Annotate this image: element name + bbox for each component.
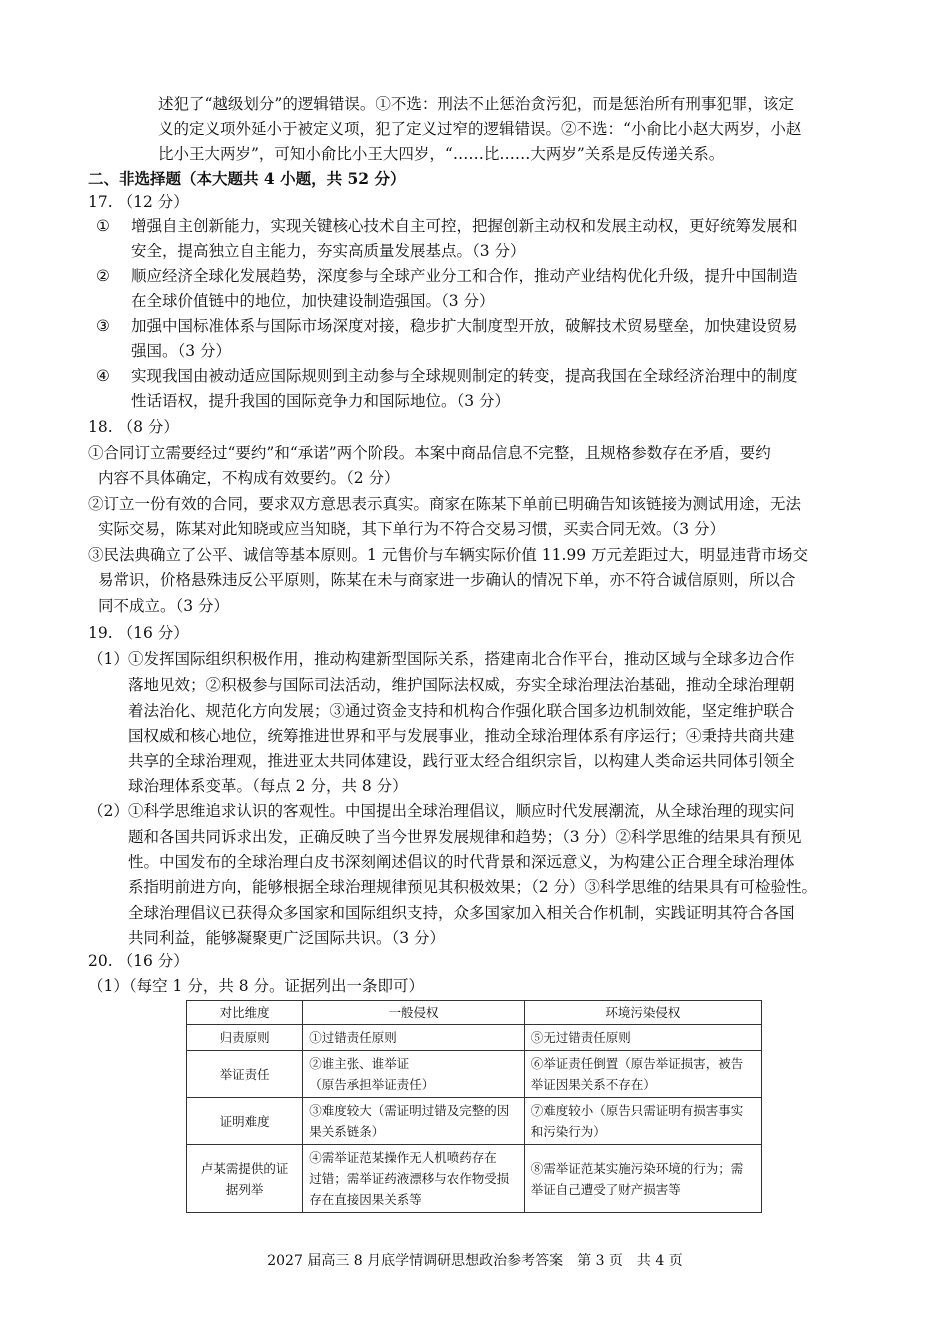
table-header-row: [187, 1001, 762, 1025]
table-row: [187, 1098, 762, 1145]
column-header: 对比维度: [187, 1001, 303, 1025]
table-row: [187, 1025, 762, 1051]
q19-part-1-line-3: 着法治化、规范化方向发展；③通过资金支持和机构合作强化联合国多边机制效能，坚定维护联合: [128, 702, 795, 720]
table-cell-dimension: [187, 1098, 303, 1145]
q17-item-3-marker: ③: [96, 317, 110, 335]
q18-point-3-line-2: 易常识，价格悬殊违反公平原则，陈某在未与商家进一步确认的情况下单，亦不符合诚信原则，所以合: [98, 571, 796, 589]
cell-text: 举证自己遭受了财产损害等: [530, 1181, 681, 1197]
cell-text: 卢某需提供的证: [200, 1160, 289, 1176]
q19-heading: 19. （16 分）: [88, 624, 189, 642]
section-heading: 二、非选择题（本大题共 4 小题，共 52 分）: [88, 169, 406, 188]
cell-text: 存在直接因果关系等: [309, 1192, 422, 1207]
q17-item-1-line-1: 增强自主创新能力，实现关键核心技术自主可控，把握创新主动权和发展主动权，更好统筹发展和: [131, 217, 798, 235]
q19-part-1-line-6: 球治理体系变革。（每点 2 分，共 8 分）: [128, 777, 408, 795]
cell-text: 果关系链条）: [309, 1124, 385, 1139]
q20-subheading: （1）（每空 1 分，共 8 分。证据列出一条即可）: [88, 977, 425, 995]
q19-part-2-line-1: ①科学思维追求认识的客观性。中国提出全球治理倡议，顺应时代发展潮流，从全球治理的现实问: [128, 802, 795, 820]
table-row: [187, 1145, 762, 1213]
cell-text: 过错；需举证药液漂移与农作物受损: [309, 1171, 510, 1186]
table-row: [187, 1051, 762, 1098]
table-cell-environmental: [524, 1145, 761, 1213]
cell-text: ③难度较大（需证明过错及完整的因: [309, 1103, 510, 1118]
cell-text: ④需举证范某操作无人机喷药存在: [309, 1150, 497, 1165]
q18-point-1-line-2: 内容不具体确定，不构成有效要约。（2 分）: [98, 469, 400, 487]
q18-point-3-line-1: ③民法典确立了公平、诚信等基本原则。1 元售价与车辆实际价值 11.99 万元差距过大，明显违背市场交: [88, 546, 809, 564]
cell-text: 举证因果关系不存在）: [530, 1077, 656, 1092]
continuation-line-2: 义的定义项外延小于被定义项，犯了定义过窄的逻辑错误。②不选：“小俞比小赵大两岁，小赵: [158, 120, 802, 138]
q17-item-2-line-1: 顺应经济全球化发展趋势，深度参与全球产业分工和合作，推动产业结构优化升级，提升中国制造: [131, 267, 798, 285]
page-footer: 2027 届高三 8 月底学情调研思想政治参考答案 第 3 页 共 4 页: [267, 1253, 683, 1269]
cell-text: 举证责任: [219, 1066, 270, 1082]
q18-point-3-line-3: 同不成立。（3 分）: [98, 597, 230, 615]
q19-part-2-line-2: 题和各国共同诉求出发，正确反映了当今世界发展规律和趋势；（3 分）②科学思维的结果具有预见: [128, 828, 802, 846]
table-cell-general: [303, 1025, 525, 1051]
cell-text: ⑦难度较小（原告只需证明有损害事实: [530, 1103, 744, 1118]
q17-item-4-line-2: 性话语权，提升我国的国际竞争力和国际地位。（3 分）: [131, 392, 511, 410]
cell-text: ⑧需举证范某实施污染环境的行为；需: [530, 1160, 744, 1176]
cell-text: 证明难度: [219, 1113, 270, 1129]
q18-point-2-line-2: 实际交易，陈某对此知晓或应当知晓，其下单行为不符合交易习惯，买卖合同无效。（3 分）: [98, 520, 726, 538]
q19-part-1-line-5: 共享的全球治理观，推进亚太共同体建设，践行亚太经合组织宗旨，以构建人类命运共同体引领全: [128, 752, 795, 770]
q18-point-2-line-1: ②订立一份有效的合同，要求双方意思表示真实。商家在陈某下单前已明确告知该链接为测试用途，无法: [88, 495, 802, 513]
table-cell-environmental: [524, 1098, 761, 1145]
q19-part-1-line-4: 国权威和核心地位，统筹推进世界和平与发展事业，推动全球治理体系有序运行；④秉持共商共建: [128, 727, 795, 745]
cell-text: （原告承担举证责任）: [309, 1077, 435, 1092]
q19-part-1-marker: （1）: [88, 650, 129, 668]
column-header: 一般侵权: [303, 1001, 525, 1025]
q18-point-1-line-1: ①合同订立需要经过“要约”和“承诺”两个阶段。本案中商品信息不完整，且规格参数存在矛盾，要约: [88, 444, 771, 462]
q19-part-1-line-2: 落地见效；②积极参与国际司法活动，维护国际法权威，夯实全球治理法治基础，推动全球治理朝: [128, 676, 795, 694]
cell-text: ①过错责任原则: [309, 1030, 397, 1045]
q17-item-1-marker: ①: [96, 217, 110, 235]
q19-part-2-marker: （2）: [88, 802, 129, 820]
q19-part-2-line-3: 性。中国发布的全球治理白皮书深刻阐述倡议的时代背景和深远意义，为构建公正合理全球治理体: [128, 853, 795, 871]
continuation-line-3: 比小王大两岁”，可知小俞比小王大四岁，“……比……大两岁”关系是反传递关系。: [158, 145, 725, 163]
table-cell-general: [303, 1098, 525, 1145]
q17-item-2-line-2: 在全球价值链中的地位，加快建设制造强国。（3 分）: [131, 292, 495, 310]
table-cell-general: [303, 1145, 525, 1213]
q20-heading: 20. （16 分）: [88, 952, 189, 970]
table-cell-general: [303, 1051, 525, 1098]
table-cell-environmental: [524, 1025, 761, 1051]
column-header: 环境污染侵权: [524, 1001, 761, 1025]
q17-item-3-line-2: 强国。（3 分）: [131, 342, 232, 360]
q17-item-2-marker: ②: [96, 267, 110, 285]
cell-text: 归责原则: [219, 1030, 270, 1045]
table-cell-dimension: [187, 1025, 303, 1051]
q17-item-4-marker: ④: [96, 367, 110, 385]
q18-heading: 18. （8 分）: [88, 418, 179, 436]
cell-text: ⑥举证责任倒置（原告举证损害，被告: [530, 1056, 744, 1071]
cell-text: ⑤无过错责任原则: [530, 1030, 631, 1045]
q19-part-1-line-1: ①发挥国际组织积极作用，推动构建新型国际关系，搭建南北合作平台，推动区域与全球多边合作: [128, 650, 795, 668]
continuation-line-1: 述犯了“越级划分”的逻辑错误。①不选：刑法不止惩治贪污犯，而是惩治所有刑事犯罪，该定: [158, 95, 794, 113]
q17-item-4-line-1: 实现我国由被动适应国际规则到主动参与全球规则制定的转变，提高我国在全球经济治理中的制度: [131, 367, 798, 385]
q17-item-3-line-1: 加强中国标准体系与国际市场深度对接，稳步扩大制度型开放，破解技术贸易壁垒，加快建设贸易: [131, 317, 798, 335]
table-cell-environmental: [524, 1051, 761, 1098]
table-cell-dimension: [187, 1051, 303, 1098]
cell-text: ②谁主张、谁举证: [309, 1056, 410, 1071]
q19-part-2-line-5: 全球治理倡议已获得众多国家和国际组织支持，众多国家加入相关合作机制，实践证明其符合各国: [128, 904, 795, 922]
cell-text: 据列举: [225, 1181, 264, 1197]
comparison-table: [186, 1000, 762, 1213]
table-cell-dimension: [187, 1145, 303, 1213]
q17-item-1-line-2: 安全，提高独立自主能力，夯实高质量发展基点。（3 分）: [131, 242, 526, 260]
q19-part-2-line-4: 系指明前进方向，能够根据全球治理规律预见其积极效果；（2 分）③科学思维的结果具有可检验性。: [128, 878, 818, 896]
q19-part-2-line-6: 共同利益，能够凝聚更广泛国际共识。（3 分）: [128, 929, 446, 947]
cell-text: 和污染行为）: [530, 1124, 606, 1139]
q17-heading: 17. （12 分）: [88, 193, 189, 211]
